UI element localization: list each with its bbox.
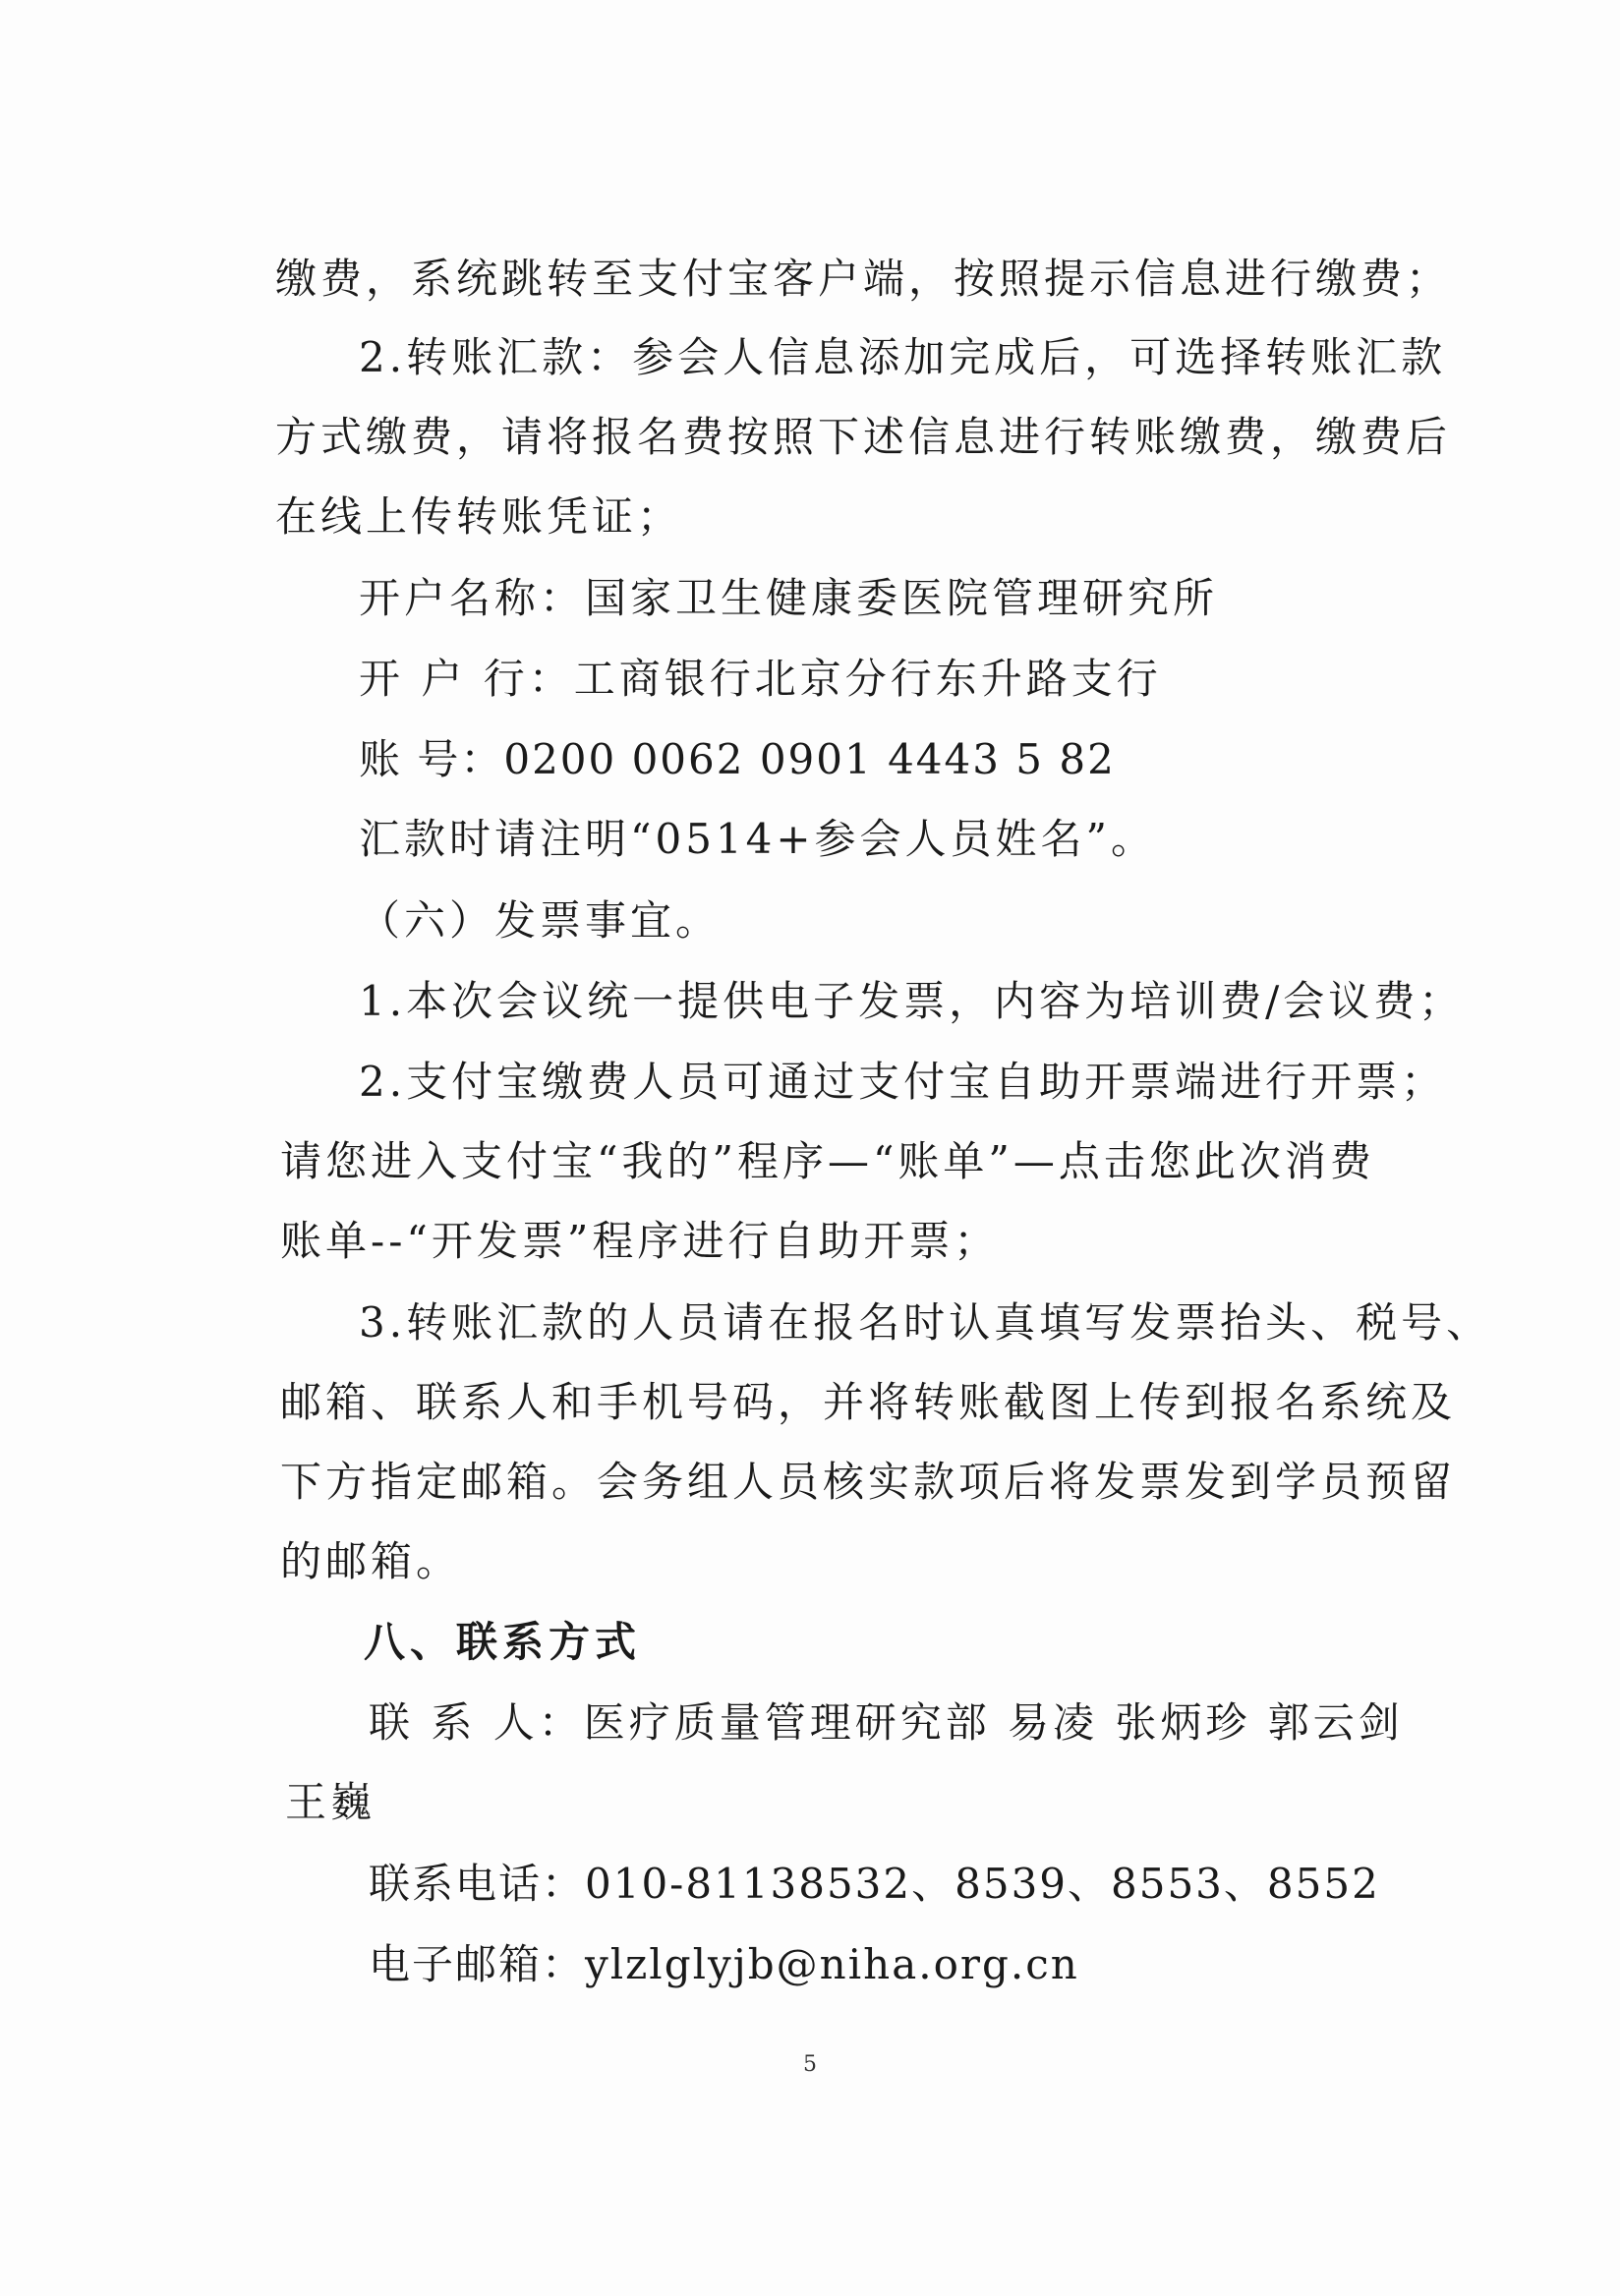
invoice-item-2-cont-1: 请您进入支付宝“我的”程序—“账单”—点击您此次消费 <box>280 1137 1375 1185</box>
section-invoice-title: （六）发票事宜。 <box>359 896 722 945</box>
invoice-item-3-cont-2: 下方指定邮箱。会务组人员核实款项后将发票发到学员预留 <box>280 1458 1457 1506</box>
bank-line: 开 户 行：工商银行北京分行东升路支行 <box>359 655 1162 703</box>
contact-phone-line: 联系电话：010-81138532、8539、8553、8552 <box>369 1860 1380 1908</box>
contact-email-line: 电子邮箱：ylzlglyjb@niha.org.cn <box>369 1940 1079 1988</box>
contact-person-cont: 王巍 <box>285 1778 376 1826</box>
invoice-item-2: 2.支付宝缴费人员可通过支付宝自助开票端进行开票； <box>359 1058 1447 1106</box>
remittance-note-line: 汇款时请注明“0514+参会人员姓名”。 <box>359 815 1157 863</box>
page-number: 5 <box>803 2052 817 2077</box>
account-name-line: 开户名称：国家卫生健康委医院管理研究所 <box>359 574 1219 622</box>
account-number-line: 账 号：0200 0062 0901 4443 5 82 <box>359 735 1116 783</box>
invoice-item-1: 1.本次会议统一提供电子发票，内容为培训费/会议费； <box>359 977 1465 1025</box>
invoice-item-3: 3.转账汇款的人员请在报名时认真填写发票抬头、税号、 <box>359 1298 1492 1347</box>
body-line-4: 在线上传转账凭证； <box>275 492 683 541</box>
invoice-item-2-cont-2: 账单--“开发票”程序进行自助开票； <box>280 1217 1000 1265</box>
body-line-2: 2.转账汇款：参会人信息添加完成后，可选择转账汇款 <box>359 333 1447 381</box>
body-line-1: 缴费，系统跳转至支付宝客户端，按照提示信息进行缴费； <box>275 255 1452 303</box>
section-contact-heading: 八、联系方式 <box>364 1618 642 1666</box>
invoice-item-3-cont-1: 邮箱、联系人和手机号码，并将转账截图上传到报名系统及 <box>280 1378 1457 1426</box>
invoice-item-3-cont-3: 的邮箱。 <box>280 1537 462 1585</box>
body-line-3: 方式缴费，请将报名费按照下述信息进行转账缴费，缴费后 <box>275 413 1452 461</box>
contact-person-line: 联 系 人：医疗质量管理研究部 易凌 张炳珍 郭云剑 <box>369 1698 1404 1747</box>
